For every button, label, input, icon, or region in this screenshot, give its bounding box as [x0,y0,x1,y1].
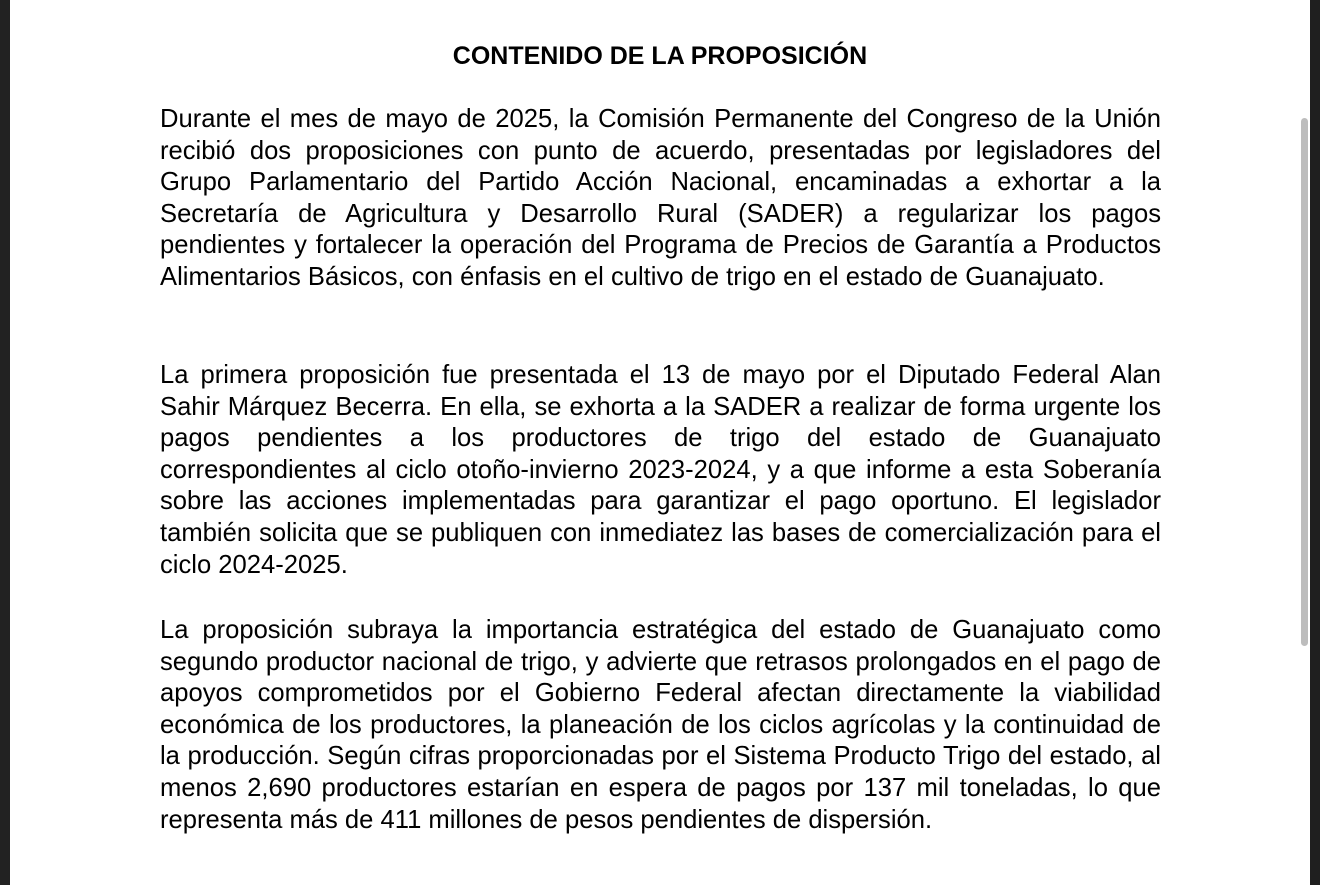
scrollbar-track[interactable] [1310,0,1320,885]
document-page [10,0,1310,885]
viewer-left-edge [0,0,10,885]
paragraph-3: La proposición subraya la importancia estratégica del estado de Guanajuato como segundo productor nacional de trigo, y advierte que retrasos prolongados en el pago de apoyos comprometidos por el Gobierno Federal afectan directamente la viabilidad económica de los productores, la planeación de los ciclos agrícolas y la continuidad de la producción. Según cifras proporcionadas por el Sistema Producto Trigo del estado, al menos 2,690 productores estarían en espera de pagos por 137 mil toneladas, lo que representa más de 411 millones de pesos pendientes de dispersión. [160,616,1161,834]
scrollbar-thumb[interactable] [1301,118,1308,646]
paragraph-2: La primera proposición fue presentada el 13 de mayo por el Diputado Federal Alan Sahir Márquez Becerra. En ella, se exhorta a la SADER a realizar de forma urgente los pagos pendientes a los productores de trigo del estado de Guanajuato correspondientes al ciclo otoño-invierno 2023-2024, y a que informe a esta Soberanía sobre las acciones implementadas para garantizar el pago oportuno. El legislador también solicita que se publiquen con inmediatez las bases de comercialización para el ciclo 2024-2025. [160,361,1161,579]
document-title: CONTENIDO DE LA PROPOSICIÓN [452,42,868,70]
paragraph-1: Durante el mes de mayo de 2025, la Comisión Permanente del Congreso de la Unión recibió dos proposiciones con punto de acuerdo, presentadas por legisladores del Grupo Parlamentario del Partido Acción Nacional, encaminadas a exhortar a la Secretaría de Agricultura y Desarrollo Rural (SADER) a regularizar los pagos pendientes y fortalecer la operación del Programa de Precios de Garantía a Productos Alimentarios Básicos, con énfasis en el cultivo de trigo en el estado de Guanajuato. [160,105,1161,291]
